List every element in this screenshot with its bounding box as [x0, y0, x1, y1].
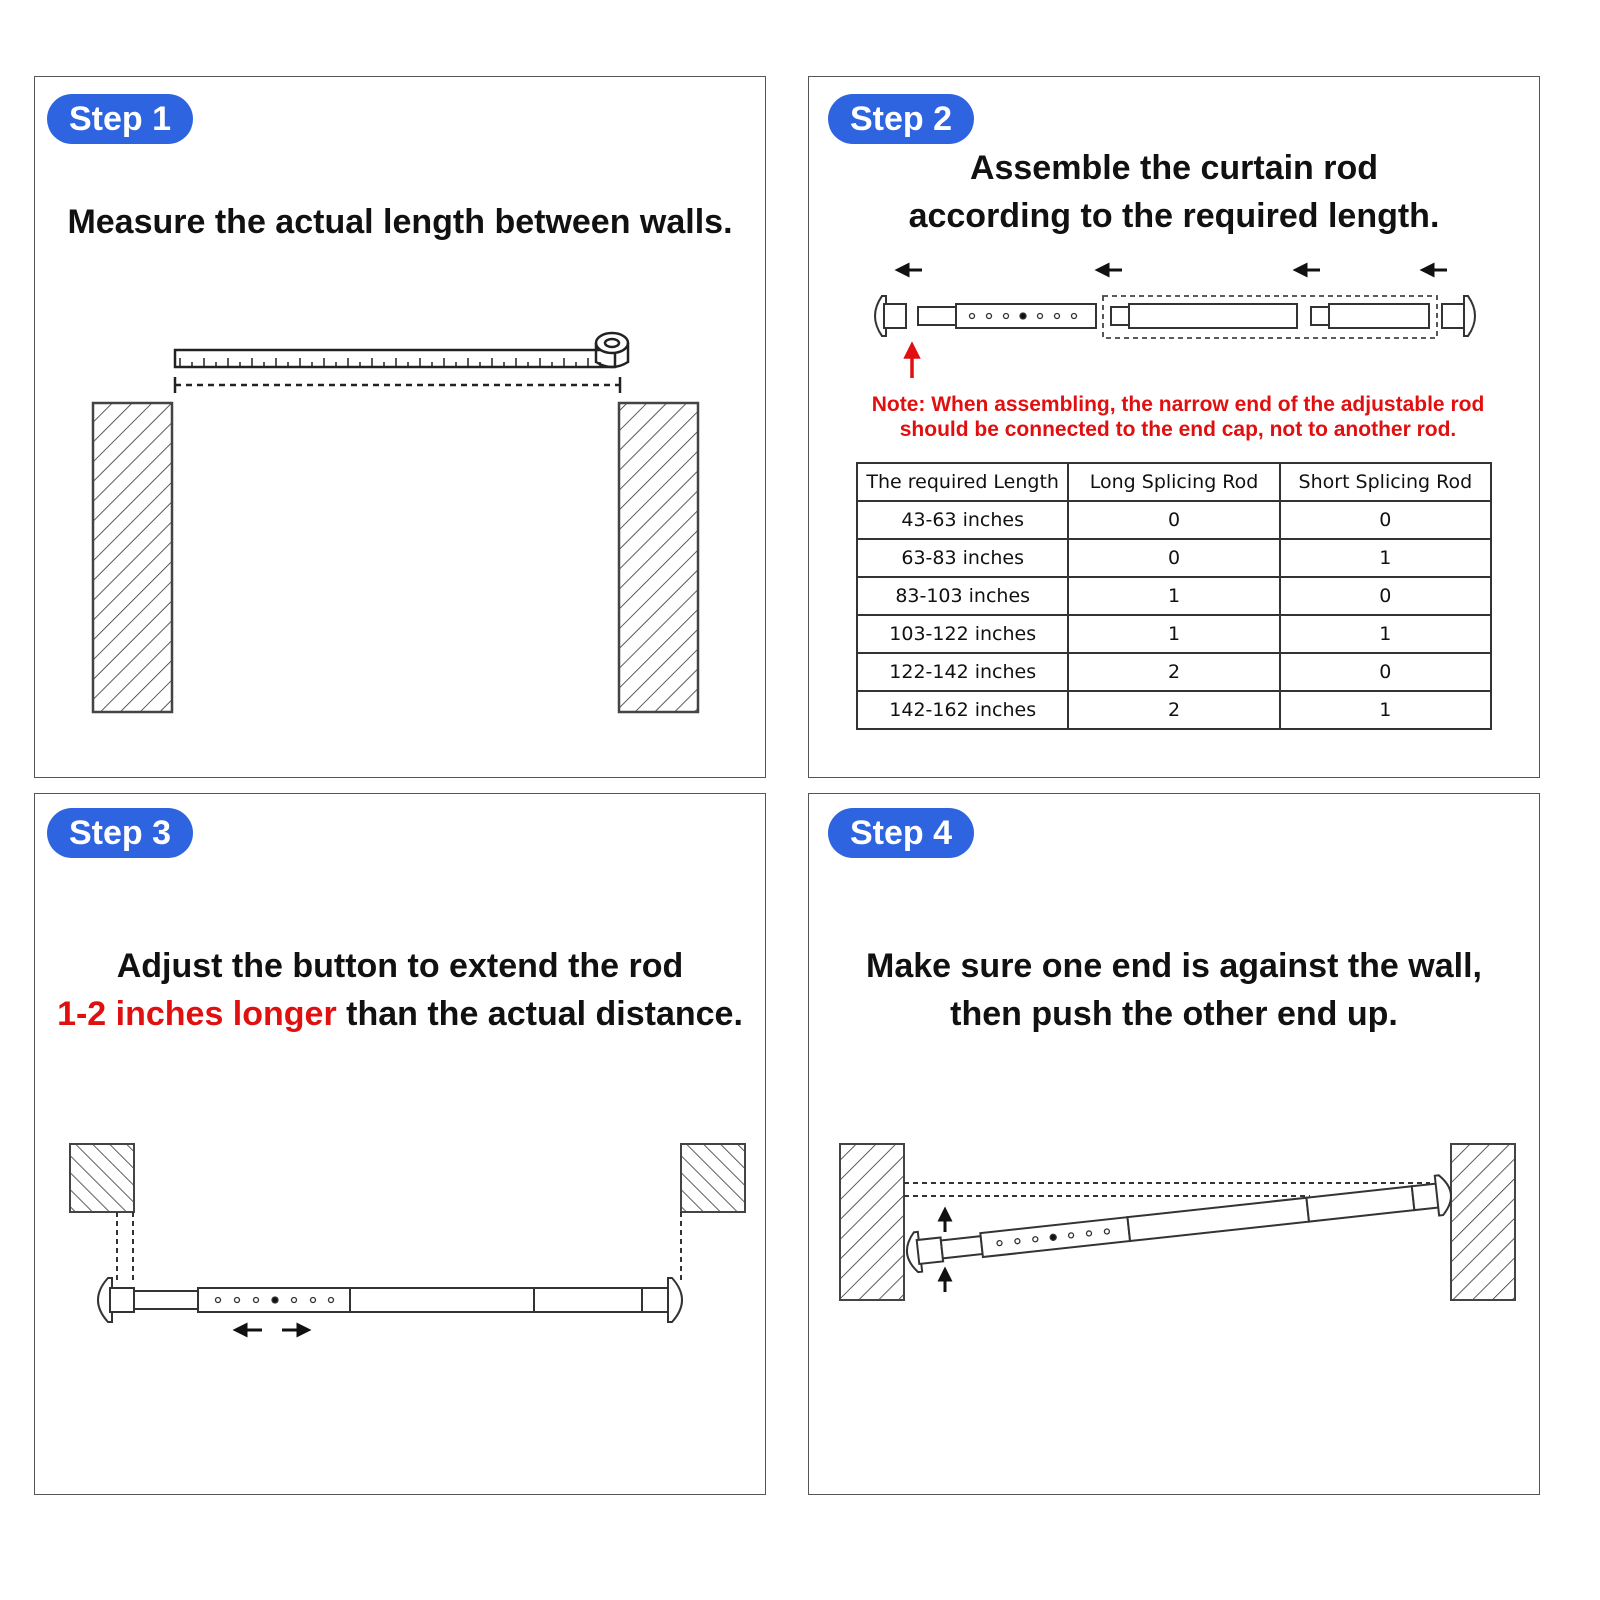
adjustable-rod-narrow-end [134, 1291, 198, 1309]
left-wall [93, 403, 172, 712]
step-4-illustration [840, 1144, 1515, 1300]
right-wall [1451, 1144, 1515, 1300]
step-2-title-line1: Assemble the curtain rod [969, 149, 1379, 187]
step-3-badge: Step 3 [47, 808, 193, 858]
cell-short: 1 [1280, 691, 1491, 729]
cell-long: 0 [1068, 501, 1279, 539]
cell-short: 0 [1280, 653, 1491, 691]
step-1-illustration [93, 333, 698, 712]
step-3-highlight: 1-2 inches longer [57, 995, 337, 1033]
step-4-title-line1: Make sure one end is against the wall, [866, 947, 1482, 985]
tilted-rod [905, 1174, 1453, 1273]
assembly-note-line2: should be connected to the end cap, not to another rod. [899, 418, 1457, 441]
right-wall [681, 1144, 745, 1212]
cell-long: 1 [1068, 577, 1279, 615]
long-splicing-rod [350, 1288, 534, 1312]
adjustable-rod-narrow-end [941, 1236, 983, 1258]
left-wall [840, 1144, 904, 1300]
cell-short: 1 [1280, 539, 1491, 577]
step-1-badge: Step 1 [47, 94, 193, 144]
step-2-title-line2: according to the required length. [908, 197, 1440, 235]
cell-length: 83-103 inches [857, 577, 1068, 615]
step-1-title: Measure the actual length between walls. [67, 203, 733, 241]
step-3-illustration [70, 1144, 745, 1330]
adjustable-rod-narrow-end [918, 307, 956, 325]
measuring-tape [175, 333, 628, 367]
cell-short: 0 [1280, 501, 1491, 539]
short-splicing-rod [1329, 304, 1429, 328]
step-2-illustration [875, 270, 1475, 378]
header-short-rod: Short Splicing Rod [1280, 463, 1491, 501]
header-long-rod: Long Splicing Rod [1068, 463, 1279, 501]
cell-length: 122-142 inches [857, 653, 1068, 691]
cell-long: 0 [1068, 539, 1279, 577]
cell-short: 0 [1280, 577, 1491, 615]
end-cap-right [668, 1278, 682, 1322]
header-required-length: The required Length [857, 463, 1068, 501]
cell-short: 1 [1280, 615, 1491, 653]
cell-long: 2 [1068, 653, 1279, 691]
step-2-badge: Step 2 [828, 94, 974, 144]
cell-length: 43-63 inches [857, 501, 1068, 539]
long-splicing-rod [1127, 1198, 1309, 1241]
long-splicing-rod [1129, 304, 1297, 328]
step-4-badge: Step 4 [828, 808, 974, 858]
short-splicing-rod [534, 1288, 642, 1312]
cell-length: 63-83 inches [857, 539, 1068, 577]
end-cap-right [1464, 296, 1475, 336]
right-wall [619, 403, 698, 712]
left-wall [70, 1144, 134, 1212]
distance-indicator [175, 377, 620, 393]
step-3-title-rest: than the actual distance. [336, 995, 743, 1033]
cell-long: 1 [1068, 615, 1279, 653]
short-splicing-rod [1306, 1186, 1414, 1221]
step-3-title-line1: Adjust the button to extend the rod [116, 947, 684, 985]
cell-length: 103-122 inches [857, 615, 1068, 653]
cell-long: 2 [1068, 691, 1279, 729]
step-4-title-line2: then push the other end up. [950, 995, 1398, 1033]
cell-length: 142-162 inches [857, 691, 1068, 729]
assembly-note-line1: Note: When assembling, the narrow end of the adjustable rod [871, 393, 1485, 416]
